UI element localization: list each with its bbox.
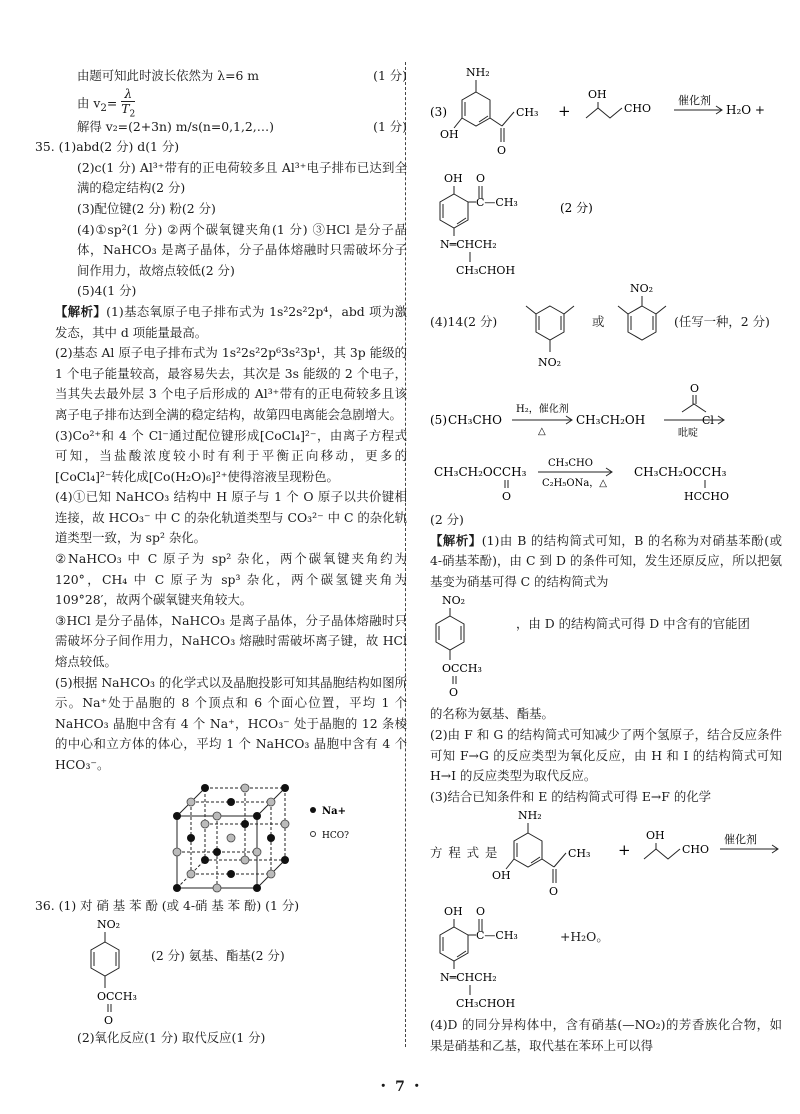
atom-occh3: OCCH₃	[442, 662, 482, 676]
isomer-a	[518, 288, 588, 380]
q35-answer-4: (4)①sp²(1 分) ②两个碳氧键夹角(1 分) ③HCl 是分子晶体，NaHCO₃ 是离子晶体，分子晶体熔融时只需破坏分子间作用力，故熔点较低(2 分)	[77, 221, 407, 278]
fraction-num: λ	[121, 87, 135, 102]
r5-arrow3-top: CH₃CHO	[548, 458, 593, 469]
left-line-3	[55, 117, 407, 138]
atom-cho: CHO	[682, 843, 710, 857]
r5-ethanol: CH₃CH₂OH	[576, 413, 646, 427]
fraction-den: T	[121, 100, 130, 116]
atom-oh: OH	[444, 905, 463, 919]
crystal-cell-figure	[55, 776, 407, 894]
legend-hco-dot	[311, 831, 316, 836]
analysis-tag: 【解析】	[430, 532, 482, 548]
atom-o: O	[104, 1014, 114, 1028]
q35-answer-2: (2)c(1 分) Al³⁺带有的正电荷较多且 Al³⁺电子排布已达到全满的稳定结构(2 分)	[77, 159, 407, 196]
ef-equation-row	[430, 807, 782, 903]
analysis-text-1b: ，由 D 的结构简式可得 D 中含有的官能团	[516, 616, 750, 632]
atom-o: O	[449, 686, 459, 699]
atom-no2: NO₂	[97, 918, 121, 932]
r4-row	[430, 282, 782, 380]
catalyst-label: 催化剂	[678, 94, 711, 107]
structure-d	[75, 916, 185, 1028]
wavelength-text: 由题可知此时波长依然为 λ=6 m	[77, 68, 260, 83]
left-column	[35, 66, 408, 1049]
analysis-tag: 【解析】	[55, 303, 107, 319]
atom-n-ch: N═CHCH₂	[440, 238, 497, 251]
q36-analysis-1	[430, 531, 782, 593]
r5-ester: CH₃CH₂OCCH₃	[434, 465, 527, 479]
synthesis-route	[430, 380, 782, 510]
page-number: ・ 7 ・	[376, 1079, 424, 1095]
atom-oh: OH	[646, 829, 665, 843]
atom-n-ch: N═CHCH₂	[440, 971, 497, 985]
q36-analysis-2: (2)由 F 和 G 的结构简式可知减少了两个氢原子，结合反应条件可知 F→G 的反应类型为氧化反应，由 H 和 I 的结构简式可知 H→I 的反应类型为取代反应。	[430, 726, 782, 784]
atom-oh: OH	[492, 869, 511, 883]
structure-c-row	[430, 592, 782, 698]
reaction-3-product	[430, 170, 782, 288]
q35-analysis-1	[55, 302, 407, 343]
r4-or: 或	[592, 314, 605, 329]
atom-oh: OH	[440, 128, 459, 141]
catalyst-label: 催化剂	[724, 833, 757, 847]
formula-lhs: 由 v	[77, 95, 101, 111]
q35-analysis-2: (2)基态 Al 原子电子排布式为 1s²2s²2p⁶3s²3p¹，其 3p 能级的 1 个电子能量较高，最容易失去，其次是 3s 能级的 2 个电子，当其失去最外层 3 个电子后形成的 Al³⁺带有的正电荷较多且该离子电子排布达到全满的稳定结构，故第四电离能会急剧增大。	[55, 345, 407, 422]
plus-sign: +	[558, 102, 571, 120]
analysis-text: (1)由 B 的结构简式可知，B 的名称为对硝基苯酚(或 4-硝基苯酚)，由 C 到 D 的条件可知，发生还原反应，所以把氨基变为硝基可得 C 的结构简式为	[430, 532, 782, 589]
left-line-2: 由 $v_2=$ $\frac{\lambda}{T_2}$	[77, 85, 136, 120]
left-line-1	[55, 66, 407, 87]
q36-analysis-4: (4)D 的同分异构体中，含有硝基(—NO₂)的芳香族化合物，如果是硝基和乙基，取代基在苯环上可以得	[430, 1017, 782, 1053]
q36-analysis-1c: 的名称为氨基、酯基。	[430, 706, 554, 722]
atom-nh2: NH₂	[466, 66, 490, 79]
r5-arrow1-top: H₂，催化剂	[516, 404, 569, 415]
r5-arrow3-bot: C₂H₅ONa，△	[542, 478, 607, 489]
atom-oh: OH	[444, 172, 463, 185]
atom-o: O	[549, 885, 559, 899]
q35-answer-5: (5)4(1 分)	[77, 283, 137, 299]
q36-structure-row	[55, 916, 407, 1028]
atom-o: O	[497, 144, 507, 157]
atom-ch3choh: CH₃CHOH	[456, 264, 516, 277]
q35-analysis-4b: ②NaHCO₃ 中 C 原子为 sp² 杂化，两个碳氧键夹角约为 120°，CH₄ 中 C 原子为 sp³ 杂化，两个碳氢键夹角为 109°28′，故两个碳氧键夹角较大。	[55, 551, 407, 608]
r5-product-b: HCCHO	[684, 490, 730, 503]
atom-no2: NO₂	[538, 356, 562, 369]
r5-acetaldehyde: CH₃CHO	[448, 413, 502, 427]
r5-label: (5)	[430, 413, 447, 427]
atom-no2: NO₂	[630, 282, 654, 295]
r5-product: CH₃CH₂OCCH₃	[634, 465, 727, 479]
r4-note: (任写一种，2 分)	[674, 314, 770, 329]
atom-o: O	[690, 382, 700, 395]
formula-eq: =	[106, 95, 118, 111]
r5-score: (2 分)	[430, 512, 464, 527]
h2o-plus: H₂O +	[726, 103, 765, 117]
atom-c-ch3: C—CH₃	[476, 196, 518, 209]
q35-analysis-4a: (4)①已知 NaHCO₃ 结构中 H 原子与 1 个 O 原子以共价键相连接，故 HCO₃⁻ 中 C 的杂化轨道类型与 CO₃²⁻ 中 C 的杂化轨道类型一致，为 sp² 杂化。	[55, 489, 407, 546]
analysis-3-end: +H₂O。	[560, 929, 609, 945]
legend-na: Na+	[322, 805, 346, 817]
structure-f	[430, 903, 550, 1015]
legend-na-dot	[310, 807, 316, 813]
atom-oh: OH	[588, 88, 607, 101]
right-column	[430, 66, 782, 1057]
analysis-text: (1)基态氧原子电子排布式为 1s²2s²2p⁴，abd 项为激发态，其中 d 项能量最高。	[55, 303, 408, 340]
reaction-3-top	[430, 62, 782, 170]
score: (1 分)	[373, 68, 407, 83]
q35-analysis-4c: ③HCl 是分子晶体，NaHCO₃ 是离子晶体，分子晶体熔融时只需破坏分子间作用力，NaHCO₃ 熔融时需破坏离子键，故 HCl 熔点较低。	[55, 612, 407, 670]
ef-equation	[492, 807, 782, 903]
ef-product-row	[430, 903, 782, 1015]
q36-analysis-3: (3)结合已知条件和 E 的结构简式可得 E→F 的化学	[430, 788, 712, 804]
score: (1 分)	[373, 118, 407, 134]
q35-answer-1: 35. (1)abd(2 分) d(1 分)	[35, 139, 180, 155]
q36-answer-1b: (2 分) 氨基、酯基(2 分)	[151, 948, 285, 964]
solve-text: 解得 v₂=(2+3n) m/s(n=0,1,2,…)	[77, 118, 274, 134]
q35-analysis-3: (3)Co²⁺和 4 个 Cl⁻通过配位键形成[CoCl₄]²⁻，由离子方程式可知，当盐酸浓度较小时有利于平衡正向移动，更多的[CoCl₄]²⁻转化成[Co(H₂O)₆]²⁺使得溶液呈现粉色。	[55, 427, 407, 484]
r3-score: (2 分)	[560, 201, 593, 215]
atom-cho: CHO	[624, 102, 652, 115]
r3-label: (3)	[430, 105, 447, 119]
atom-cl: Cl	[702, 414, 714, 427]
atom-o: O	[476, 172, 486, 185]
fraction: $\frac{\lambda}{T_2}$	[121, 85, 136, 120]
atom-ch3: CH₃	[568, 847, 591, 861]
r5-arrow2-bot: 吡啶	[678, 428, 698, 439]
q35-analysis-5: (5)根据 NaHCO₃ 的化学式以及晶胞投影可知其晶胞结构如图所示。Na⁺处于晶胞的 8 个顶点和 6 个面心位置，平均 1 个 NaHCO₃ 晶胞中含有 4 个 Na⁺，HCO₃⁻ 处于晶胞的 12 条棱的中心和立方体的体心，平均 1 个 NaHCO₃ 晶胞中含有 4 个 HCO₃⁻。	[55, 674, 407, 772]
atom-ch3choh: CH₃CHOH	[456, 997, 516, 1011]
analysis-3b: 方 程 式 是	[430, 845, 499, 861]
plus-sign: +	[618, 841, 631, 860]
atom-ch3: CH₃	[516, 106, 539, 119]
r4-answer: (4)14(2 分)	[430, 314, 498, 329]
atom-no2: NO₂	[442, 594, 466, 608]
isomer-b	[610, 278, 680, 370]
q35-answer-3: (3)配位键(2 分) 粉(2 分)	[77, 200, 216, 216]
atom-o: O	[476, 905, 486, 919]
atom-o: O	[502, 490, 512, 503]
q36-answer-1: 36. (1) 对 硝 基 苯 酚 (或 4-硝 基 苯 酚) (1 分)	[35, 897, 300, 913]
q36-answer-2: (2)氧化反应(1 分) 取代反应(1 分)	[77, 1030, 266, 1046]
atom-nh2: NH₂	[518, 809, 542, 823]
structure-c	[430, 592, 510, 698]
atom-occh3: OCCH₃	[97, 990, 137, 1004]
r5-arrow1-bot: △	[538, 426, 546, 437]
legend-hco: HCO?	[322, 830, 349, 841]
atom-c-ch3: C—CH₃	[476, 929, 518, 943]
